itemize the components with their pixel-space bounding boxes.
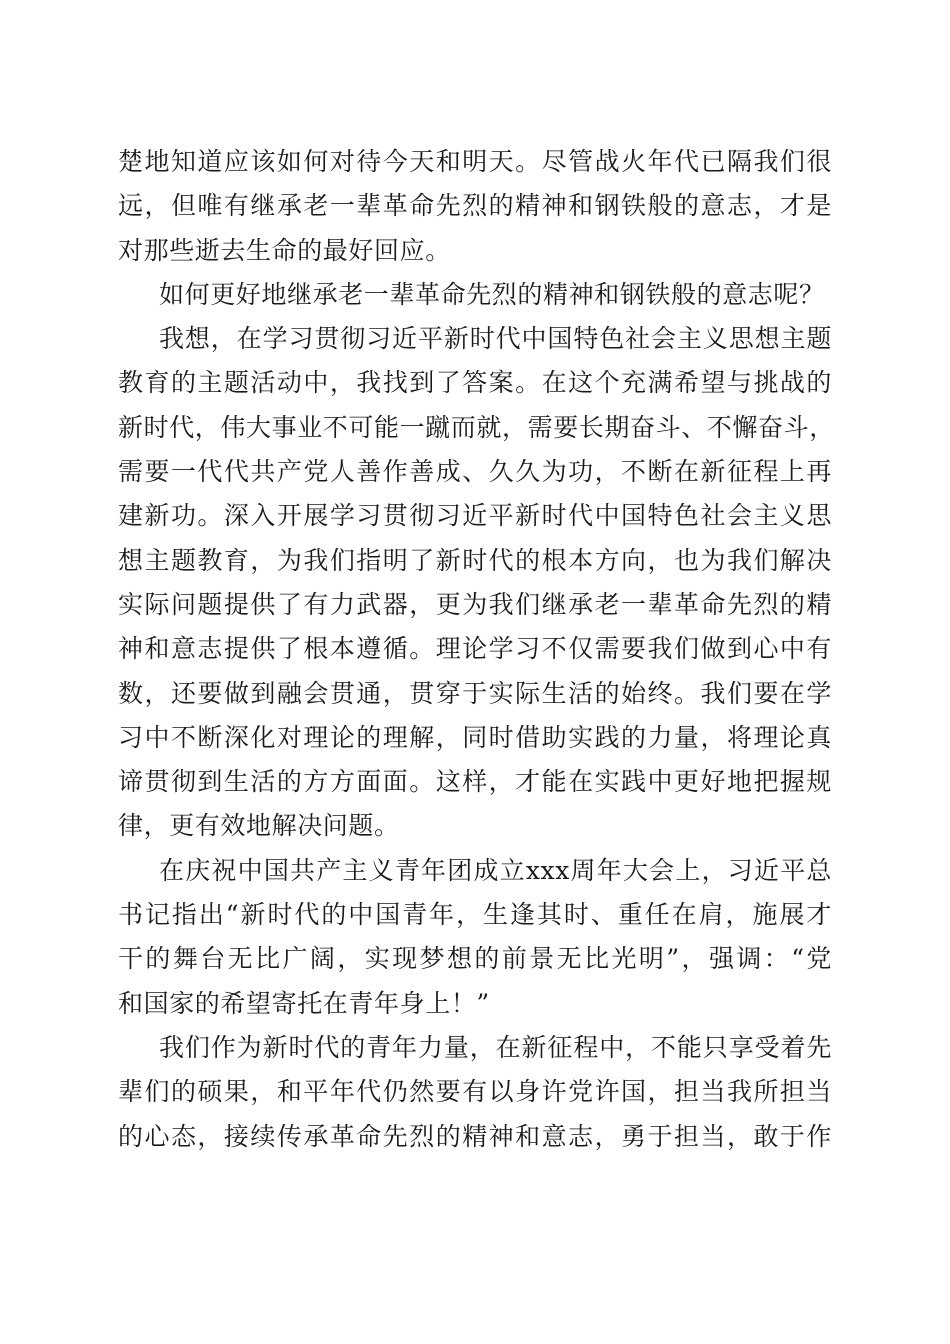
text-line: 和国家的希望寄托在青年身上！” xyxy=(118,988,490,1018)
text-line: 我想，在学习贯彻习近平新时代中国特色社会主义思想主题 xyxy=(159,324,832,354)
text-line: 教育的主题活动中，我找到了答案。在这个充满希望与挑战的 xyxy=(118,368,832,398)
text-line: 辈们的硕果，和平年代仍然要有以身许党许国，担当我所担当 xyxy=(118,1077,832,1107)
text-line: 神和意志提供了根本遵循。理论学习不仅需要我们做到心中有 xyxy=(118,634,832,664)
text-line: 的心态，接续传承革命先烈的精神和意志，勇于担当，敢于作 xyxy=(118,1121,832,1151)
text-line: 在庆祝中国共产主义青年团成立xxx周年大会上，习近平总 xyxy=(159,855,832,885)
document-body xyxy=(118,140,835,1159)
text-line: 楚地知道应该如何对待今天和明天。尽管战火年代已隔我们很 xyxy=(118,147,832,176)
text-line: 远，但唯有继承老一辈革命先烈的精神和钢铁般的意志，才是 xyxy=(118,191,832,221)
text-line: 我们作为新时代的青年力量，在新征程中，不能只享受着先 xyxy=(159,1032,832,1062)
text-line: 干的舞台无比广阔，实现梦想的前景无比光明”，强调：“党 xyxy=(118,944,832,974)
text-line: 律，更有效地解决问题。 xyxy=(118,811,400,841)
text-line: 谛贯彻到生活的方方面面。这样，才能在实践中更好地把握规 xyxy=(118,767,832,797)
text-line: 想主题教育，为我们指明了新时代的根本方向，也为我们解决 xyxy=(118,545,832,575)
text-line: 书记指出“新时代的中国青年，生逢其时、重任在肩，施展才 xyxy=(118,900,832,930)
text-line: 建新功。深入开展学习贯彻习近平新时代中国特色社会主义思 xyxy=(118,501,832,531)
text-line: 对那些逝去生命的最好回应。 xyxy=(118,235,451,265)
text-line: 实际问题提供了有力武器，更为我们继承老一辈革命先烈的精 xyxy=(118,589,832,619)
text-line: 新时代，伟大事业不可能一蹴而就，需要长期奋斗、不懈奋斗， xyxy=(118,412,835,442)
text-line: 需要一代代共产党人善作善成、久久为功，不断在新征程上再 xyxy=(118,457,832,487)
text-line: 如何更好地继承老一辈革命先烈的精神和钢铁般的意志呢？ xyxy=(159,279,825,309)
text-line: 习中不断深化对理论的理解，同时借助实践的力量，将理论真 xyxy=(118,722,832,752)
text-line: 数，还要做到融会贯通，贯穿于实际生活的始终。我们要在学 xyxy=(118,678,832,708)
